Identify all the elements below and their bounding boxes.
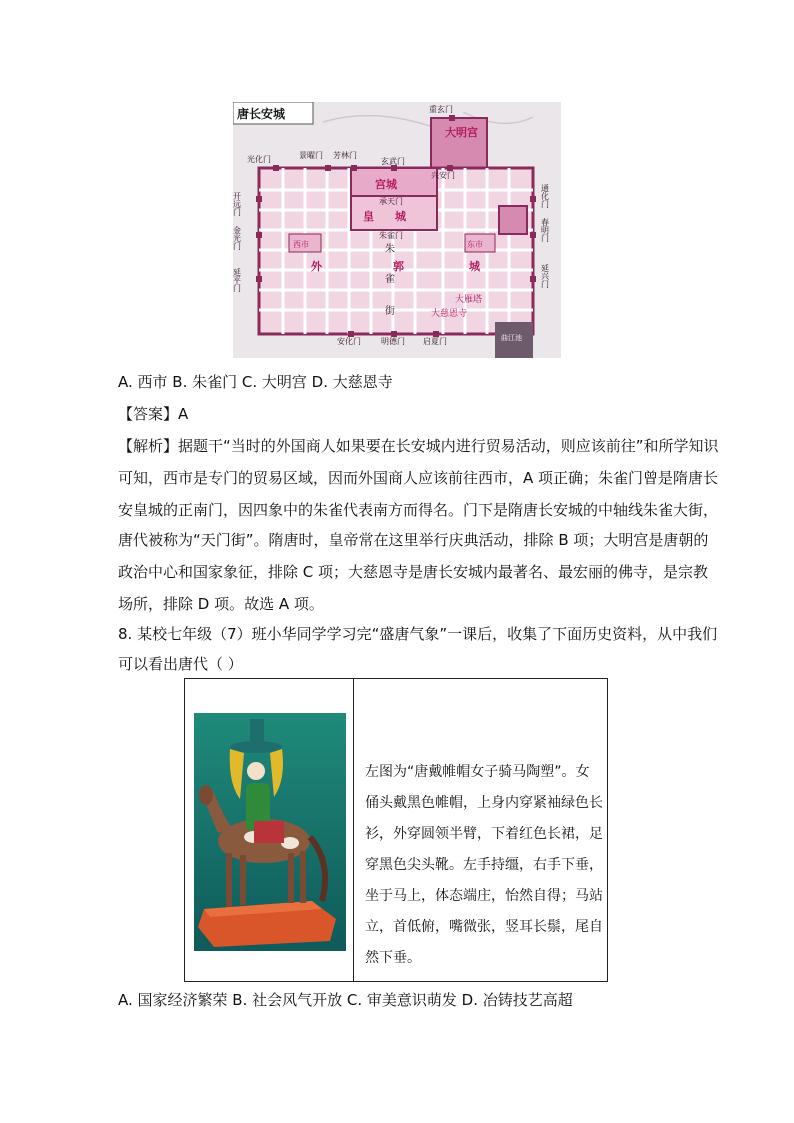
dayanta-label: 大雁塔: [455, 295, 483, 305]
gate-kaiyuan: 开远门: [233, 192, 242, 216]
gate-anhua: 安化门: [337, 337, 361, 346]
q7-options: A. 西市 B. 朱雀门 C. 大明宫 D. 大慈恩寺: [118, 373, 393, 391]
qujiang-label: 曲江池: [501, 334, 522, 342]
q7-analysis-line-3: 安皇城的正南门，因四象中的朱雀代表南方而得名。门下是隋唐长安城的中轴线朱雀大街，: [118, 501, 719, 519]
gate-jinguang: 金光门: [233, 226, 242, 250]
zhuque-street-b: 雀: [385, 274, 395, 285]
q7-analysis-line-2: 可知，西市是专门的贸易区域，因而外国商人应该前往西市，A 项正确；朱雀门曾是隋唐长: [118, 469, 719, 487]
gate-zhuque: 朱雀门: [379, 231, 403, 240]
gate-tonghua: 通化门: [540, 184, 550, 208]
gate-mingde: 明德门: [381, 337, 405, 346]
waiguo-label-c: 城: [469, 260, 480, 273]
gate-jingyao: 景曜门: [299, 151, 323, 160]
xishi-label: 西市: [293, 240, 309, 249]
daming-palace-label: 大明宫: [445, 126, 478, 139]
q7-analysis-line-5: 政治中心和国家象征，排除 C 项；大慈恩寺是唐长安城内最著名、最宏丽的佛寺，是宗教: [118, 563, 709, 581]
gate-xingan: 兴安门: [431, 171, 455, 180]
tang-horse-figurine-photo: [194, 713, 346, 951]
q7-analysis-line-4: 唐代被称为“天门街”。隋唐时，皇帝常在这里举行庆典活动，排除 B 项；大明宫是唐朝的: [118, 531, 709, 549]
figurine-caption: 左图为“唐戴帷帽女子骑马陶塑”。女俑头戴黑色帷帽，上身内穿紧袖绿色长衫，外穿圆领半臂，下着红色长裙，足穿黑色尖头靴。左手持缰，右手下垂，坐于马上，体态端庄，怡然自得；马站立，首低俯，嘴微张，竖耳长鬃，尾自然下垂。: [365, 764, 603, 966]
dongshi-label: 东市: [467, 240, 483, 249]
table-divider: [353, 679, 354, 981]
gongcheng-label: 宫城: [375, 178, 397, 191]
daciensi-label: 大慈恩寺: [431, 309, 468, 319]
gate-guanghua: 光化门: [247, 155, 271, 164]
gate-chengtian: 承天门: [379, 197, 403, 206]
q8-material-table: [184, 678, 608, 982]
zhuque-street-c: 街: [385, 306, 395, 317]
gate-yanping: 延平门: [233, 268, 242, 292]
figurine-illustration: [194, 713, 346, 951]
waiguo-label-b: 郭: [393, 260, 404, 273]
huangcheng-label-a: 皇: [363, 210, 374, 223]
gate-chongxuan: 重玄门: [429, 105, 453, 114]
waiguo-label-a: 外: [311, 260, 322, 273]
q7-analysis-line-1: 【解析】据题干“当时的外国商人如果要在长安城内进行贸易活动，则应该前往”和所学知识: [118, 437, 719, 455]
q7-analysis-line-6: 场所，排除 D 项。故选 A 项。: [118, 595, 324, 613]
q8-options: A. 国家经济繁荣 B. 社会风气开放 C. 审美意识萌发 D. 冶铸技艺高超: [118, 991, 573, 1009]
chang-an-map: [233, 102, 561, 358]
huangcheng-label-b: 城: [395, 210, 406, 223]
gate-yanxing: 延兴门: [540, 264, 550, 288]
zhuque-street-a: 朱: [385, 244, 395, 255]
gate-qixia: 启夏门: [423, 337, 447, 346]
gate-chunming: 春明门: [540, 218, 550, 242]
gate-xuanwu: 玄武门: [381, 157, 405, 166]
q8-stem-line-2: 可以看出唐代（ ）: [118, 655, 243, 673]
map-title: 唐长安城: [237, 107, 286, 121]
gate-fanglin: 芳林门: [333, 151, 357, 160]
q8-stem-line-1: 8. 某校七年级（7）班小华同学学习完“盛唐气象”一课后，收集了下面历史资料，从中我们: [118, 625, 718, 643]
chang-an-map-svg: [233, 102, 561, 358]
q7-answer: 【答案】A: [118, 405, 189, 423]
